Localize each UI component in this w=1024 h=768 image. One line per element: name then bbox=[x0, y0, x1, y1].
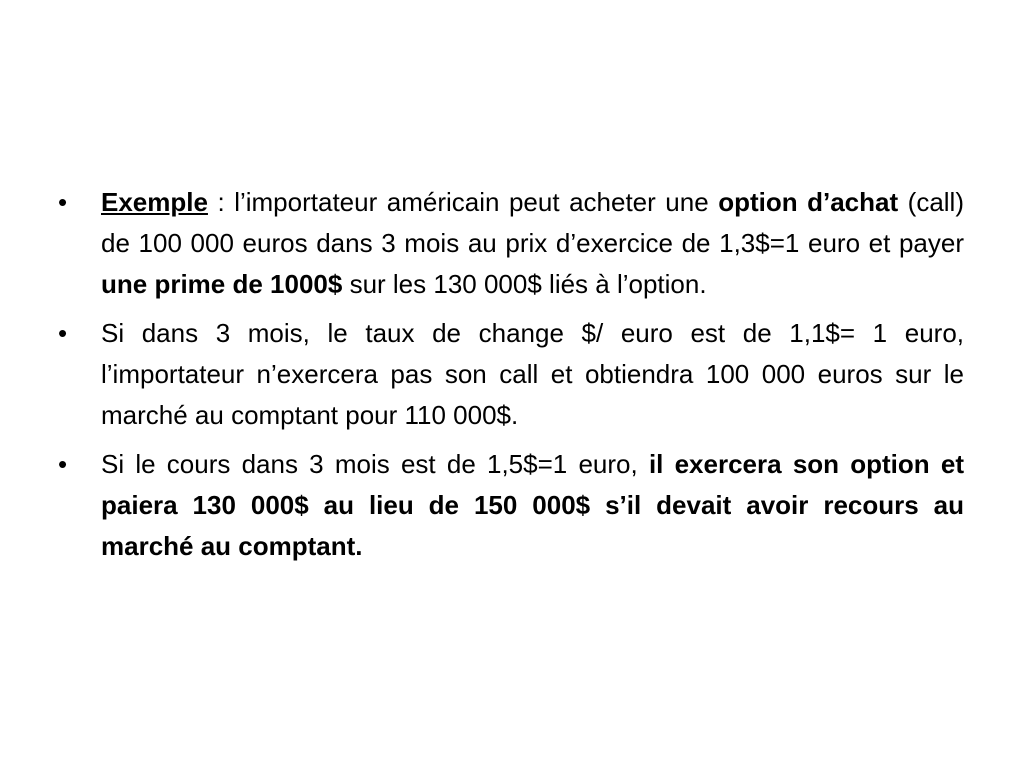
bullet-1-segment-3: option d’achat bbox=[718, 187, 899, 217]
bullet-3-segment-1: Si le cours dans 3 mois est de 1,5$=1 euro, bbox=[101, 449, 649, 479]
bullet-list bbox=[58, 182, 964, 575]
bullet-icon: • bbox=[58, 449, 68, 479]
bullet-1-segment-1: Exemple bbox=[101, 187, 208, 217]
bullet-item-2 bbox=[58, 313, 964, 436]
bullet-3-text bbox=[101, 449, 964, 561]
bullet-1-segment-5: une prime de 1000$ bbox=[101, 269, 343, 299]
bullet-1-segment-6: sur les 130 000$ liés à l’option. bbox=[342, 269, 707, 299]
bullet-3-segment-2: il exercera son option et paiera 130 000$ au lieu de 150 000$ s’il devait avoir recours au marché au comptant. bbox=[101, 449, 964, 561]
bullet-1-segment-2: : l’importateur américain peut acheter une bbox=[207, 187, 719, 217]
bullet-icon: • bbox=[58, 318, 68, 348]
bullet-2-text bbox=[101, 318, 964, 430]
bullet-1-text bbox=[101, 187, 964, 299]
bullet-item-1 bbox=[58, 182, 964, 305]
bullet-2-segment-1: Si dans 3 mois, le taux de change $/ euro est de 1,1$= 1 euro, l’importateur n’exercera pas son call et obtiendra 100 000 euros sur le marché au comptant pour 110 000$. bbox=[101, 318, 964, 430]
bullet-icon: • bbox=[58, 187, 68, 217]
bullet-item-3 bbox=[58, 444, 964, 567]
bullet-1-segment-4: (call) de 100 000 euros dans 3 mois au prix d’exercice de 1,3$=1 euro et payer bbox=[101, 187, 964, 258]
